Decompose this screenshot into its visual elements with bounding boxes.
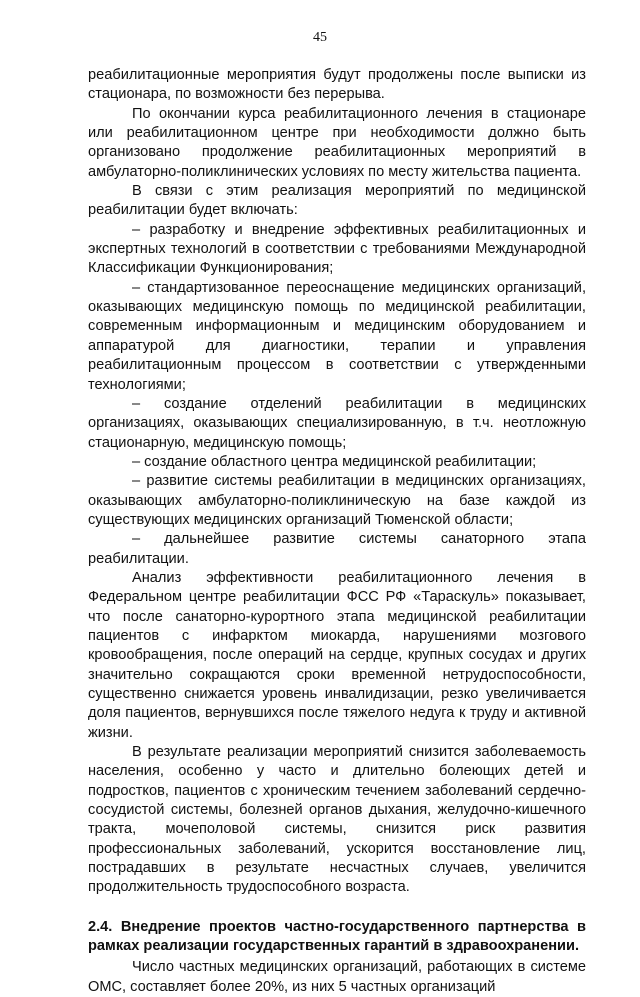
paragraph-effectiveness-analysis: Анализ эффективности реабилитационного лечения в Федеральном центре реабилитации ФСС РФ «Тараскуль» показывает, что после санаторно-курортного этапа медицинской реабилитации пациентов с инфарктом миокарда, нарушениями мозгового кровообращения, после операций на сердце, крупных сосудах и других значительно сокращаются сроки временной нетрудоспособности, существенно снижается уровень инвалидизации, резко увеличивается доля пациентов, вернувшихся после тяжелого недуга к труду и активной жизни. [88,569,586,741]
paragraph-rehab-measures-intro: В связи с этим реализация мероприятий по медицинской реабилитации будет включать: [88,183,586,219]
list-item-technologies: – разработку и внедрение эффективных реабилитационных и экспертных технологий в соответствии с требованиями Международной Классификации Функционирования; [88,221,586,277]
page-number: 45 [313,30,327,45]
section-heading: 2.4. Внедрение проектов частно-государственного партнерства в рамках реализации государственных гарантий в здравоохранении. [88,918,586,955]
paragraph-results: В результате реализации мероприятий снизится заболеваемость населения, особенно у часто и длительно болеющих детей и подростков, пациентов с хроническим течением заболеваний сердечно-сосудистой системы, болезней органов дыхания, желудочно-кишечного тракта, мочеполовой системы, снизится риск развития профессиональных заболеваний, ускорится восстановление лиц, пострадавших в результате несчастных случаев, увеличится продолжительность трудоспособного возраста. [88,744,586,896]
list-item-departments: – создание отделений реабилитации в медицинских организациях, оказывающих специализированную, в т.ч. неотложную стационарную, медицинскую помощь; [88,395,586,451]
paragraph-private-organizations: Число частных медицинских организаций, работающих в системе ОМС, составляет более 20%, из них 5 частных организаций [88,959,586,995]
list-item-regional-center: – создание областного центра медицинской реабилитации; [132,453,537,470]
paragraph-course-completion: По окончании курса реабилитационного лечения в стационаре или реабилитационном центре при необходимости должно быть организовано продолжение реабилитационных мероприятий в амбулаторно-поликлинических условиях по месту жительства пациента. [88,105,586,180]
list-item-rehab-system: – развитие системы реабилитации в медицинских организациях, оказывающих амбулаторно-поликлиническую на базе каждой из существующих медицинских организаций Тюменской области; [88,473,586,528]
list-item-equipment: – стандартизованное переоснащение медицинских организаций, оказывающих медицинскую помощь по медицинской реабилитации, современным информационным и медицинским оборудованием и аппаратурой для диагностики, терапии и управления реабилитационным процессом в соответствии с утвержденными технологиями; [88,279,586,393]
page-body [88,66,586,997]
paragraph-continuation: реабилитационные мероприятия будут продолжены после выписки из стационара, по возможности без перерыва. [88,67,586,103]
list-item-sanatorium: – дальнейшее развитие системы санаторного этапа реабилитации. [88,531,586,567]
